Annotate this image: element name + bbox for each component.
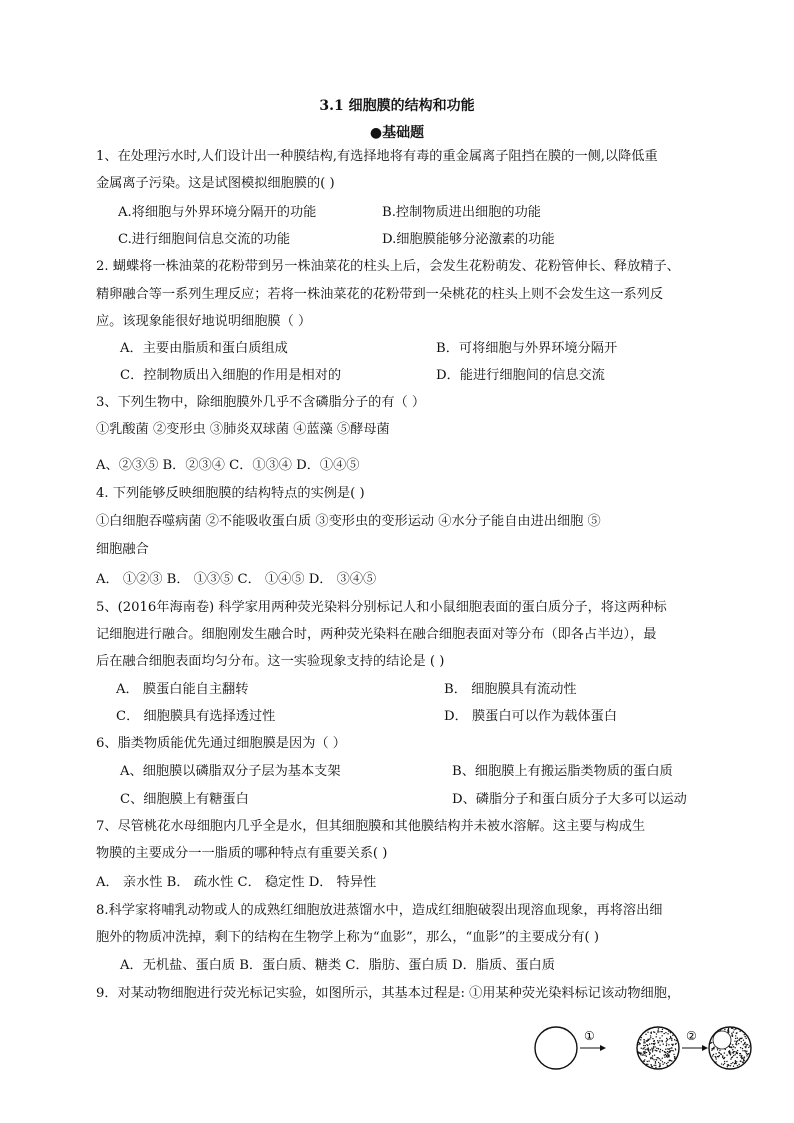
question-6-option-d: D、磷脂分子和蛋白质分子大多可以运动	[452, 792, 687, 807]
question-1-option-b: B.控制物质进出细胞的功能	[382, 205, 541, 220]
question-2-stem-line-3: 应。该现象能很好地说明细胞膜（ ）	[96, 314, 312, 329]
question-7-options: A． 亲水性 B． 疏水性 C． 稳定性 D． 特异性	[96, 875, 377, 890]
question-2-stem-line-2: 精卵融合等一系列生理反应；若将一株油菜花的花粉带到一朵桃花的柱头上则不会发生这一系列反	[96, 287, 664, 302]
unlabeled-cell	[535, 1027, 577, 1069]
question-3-options: A、②③⑤ B．②③④ C．①③④ D．①④⑤	[96, 458, 360, 473]
question-3-stem-line-1: 3、下列生物中，除细胞膜外几乎不含磷脂分子的有（ ）	[96, 395, 426, 410]
page-title: 3.1 细胞膜的结构和功能	[319, 98, 475, 114]
labeled-cell	[637, 1027, 679, 1069]
step-arrow-1	[580, 1045, 606, 1051]
question-5-option-d: D． 膜蛋白可以作为载体蛋白	[444, 709, 618, 724]
question-4-stem-line-3: 细胞融合	[96, 542, 149, 557]
question-2-option-d: D．能进行细胞间的信息交流	[436, 368, 605, 383]
section-heading: ●基础题	[369, 125, 425, 141]
question-6-option-b: B、细胞膜上有搬运脂类物质的蛋白质	[452, 764, 673, 779]
question-4-stem-line-2: ①白细胞吞噬病菌 ②不能吸收蛋白质 ③变形虫的变形运动 ④水分子能自由进出细胞 ⑤	[96, 514, 601, 529]
question-6-stem-line-1: 6、脂类物质能优先通过细胞膜是因为（ ）	[96, 736, 346, 751]
step-arrow-2	[682, 1045, 708, 1051]
question-4-stem-line-1: 4. 下列能够反映细胞膜的结构特点的实例是( )	[96, 486, 365, 501]
question-2-option-b: B．可将细胞与外界环境分隔开	[436, 341, 618, 356]
question-6-option-c: C、细胞膜上有糖蛋白	[120, 792, 249, 807]
question-1-stem-line-2: 金属离子污染。这是试图模拟细胞膜的( )	[96, 176, 335, 191]
question-2-option-a: A．主要由脂质和蛋白质组成	[120, 341, 288, 356]
question-8-stem-line-1: 8.科学家将哺乳动物或人的成熟红细胞放进蒸馏水中，造成红细胞破裂出现溶血现象，再将溶出细	[96, 903, 663, 918]
question-5-stem-line-2: 记细胞进行融合。细胞刚发生融合时，两种荧光染料在融合细胞表面对等分布（即各占半边），最	[96, 627, 657, 642]
question-5-option-a: A． 膜蛋白能自主翻转	[116, 682, 249, 697]
question-1-stem-line-1: 1、在处理污水时,人们设计出一种膜结构,有选择地将有毒的重金属离子阻挡在膜的一侧,以降低重	[96, 149, 658, 164]
question-5-option-b: B． 细胞膜具有流动性	[444, 682, 577, 697]
question-1-option-c: C.进行细胞间信息交流的功能	[118, 232, 291, 247]
question-5-option-c: C． 细胞膜具有选择透过性	[116, 709, 276, 724]
question-1-option-a: A.将细胞与外界环境分隔开的功能	[118, 205, 317, 220]
step-label-1: ①	[584, 1029, 595, 1043]
question-8-options: A．无机盐、蛋白质 B．蛋白质、糖类 C．脂肪、蛋白质 D．脂质、蛋白质	[120, 958, 555, 973]
question-2-option-c: C．控制物质出入细胞的作用是相对的	[120, 368, 342, 383]
bleached-cell	[709, 1027, 751, 1069]
question-5-stem-line-3: 后在融合细胞表面均匀分布。这一实验现象支持的结论是 ( )	[96, 654, 445, 669]
fluorescence-experiment-figure	[532, 1018, 794, 1078]
step-label-2: ②	[686, 1029, 697, 1043]
question-5-stem-line-1: 5、(2016年海南卷) 科学家用两种荧光染料分别标记人和小鼠细胞表面的蛋白质分子，将这两种标	[96, 600, 667, 615]
question-2-stem-line-1: 2. 蝴蝶将一株油菜的花粉带到另一株油菜花的柱头上后，会发生花粉萌发、花粉管伸长、释放精子、	[96, 259, 680, 274]
question-1-option-d: D.细胞膜能够分泌激素的功能	[382, 232, 555, 247]
question-3-stem-line-2: ①乳酸菌 ②变形虫 ③肺炎双球菌 ④蓝藻 ⑤酵母菌	[96, 422, 390, 437]
question-8-stem-line-2: 胞外的物质冲洗掉，剩下的结构在生物学上称为“血影”，那么，“血影”的主要成分有( )	[96, 930, 600, 945]
question-9-stem-line-1: 9．对某动物细胞进行荧光标记实验，如图所示，其基本过程是: ①用某种荧光染料标记该动物细胞，	[96, 986, 681, 1001]
question-7-stem-line-2: 物膜的主要成分一一脂质的哪种特点有重要关系( )	[96, 846, 388, 861]
question-4-options: A． ①②③ B． ①③⑤ C． ①④⑤ D． ③④⑤	[96, 572, 377, 587]
question-7-stem-line-1: 7、尽管桃花水母细胞内几乎全是水，但其细胞膜和其他膜结构并未被水溶解。这主要与构成生	[96, 819, 646, 834]
question-6-option-a: A、细胞膜以磷脂双分子层为基本支架	[120, 764, 341, 779]
